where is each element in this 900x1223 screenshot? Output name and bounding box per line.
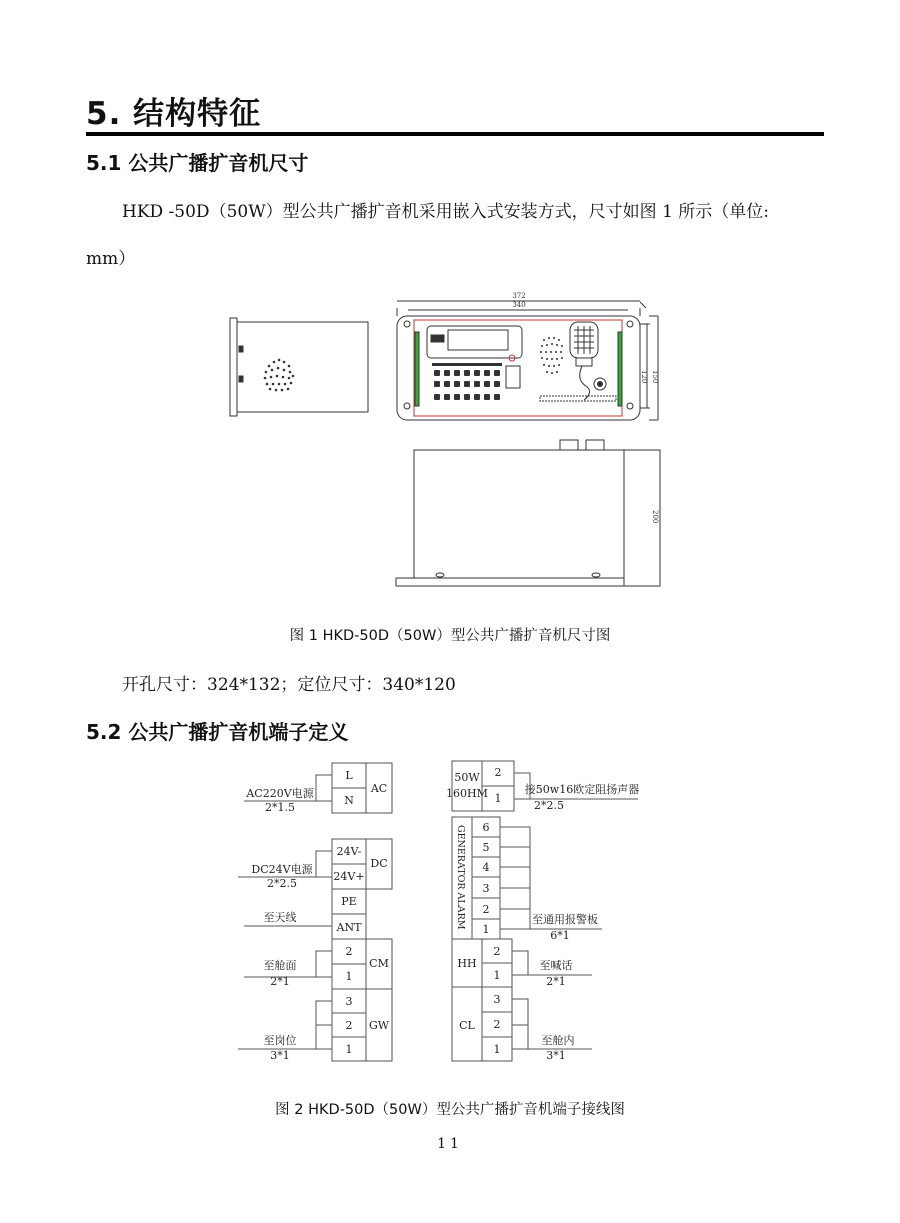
side-speaker-grille xyxy=(264,359,295,392)
spk-gauge: 2*2.5 xyxy=(534,799,564,812)
alarm-term-4: 4 xyxy=(482,861,490,874)
cl-gauge: 3*1 xyxy=(546,1049,566,1062)
cl-group-label: CL xyxy=(459,1019,475,1032)
hh-gauge: 2*1 xyxy=(546,975,566,988)
dim-200: 200 xyxy=(651,510,659,524)
dimension-drawing xyxy=(222,288,692,590)
hh-label: 至喊话 xyxy=(539,959,573,972)
hh-group-label: HH xyxy=(457,957,477,970)
side-view xyxy=(230,318,368,416)
ac-term-l: L xyxy=(345,769,353,782)
gw-term-3: 3 xyxy=(345,995,353,1008)
dc-label: DC24V电源 xyxy=(251,863,313,876)
cl-term-1: 1 xyxy=(493,1043,501,1056)
cm-term-1: 1 xyxy=(345,970,353,983)
alarm-label: 至通用报警板 xyxy=(532,913,598,926)
ac-gauge: 2*1.5 xyxy=(265,801,295,814)
ac-term-n: N xyxy=(344,794,354,807)
title-rule xyxy=(86,132,824,136)
alarm-term-2: 2 xyxy=(482,903,490,916)
figure1-caption: 图 1 HKD-50D（50W）型公共广播扩音机尺寸图 xyxy=(289,628,611,644)
gw-term-2: 2 xyxy=(345,1019,353,1032)
top-view xyxy=(396,440,660,586)
alarm-term-6: 6 xyxy=(482,821,490,834)
intro-paragraph-line1: HKD -50D（50W）型公共广播扩音机采用嵌入式安装方式，尺寸如图 1 所示（单位: xyxy=(122,202,770,222)
dim-372: 372 xyxy=(512,292,526,300)
dc-group-label: DC xyxy=(370,857,388,870)
spk-label: 接50w16欧定阻扬声器 xyxy=(524,783,640,796)
ac-group-label: AC xyxy=(370,782,388,795)
figure2-caption: 图 2 HKD-50D（50W）型公共广播扩音机端子接线图 xyxy=(275,1102,625,1118)
alarm-term-3: 3 xyxy=(482,882,490,895)
cm-group-label: CM xyxy=(369,957,389,970)
front-view xyxy=(397,301,658,420)
gw-term-1: 1 xyxy=(345,1043,353,1056)
cm-label: 至舱面 xyxy=(263,959,297,972)
gw-group-label: GW xyxy=(368,1019,390,1032)
cm-gauge: 2*1 xyxy=(270,975,290,988)
alarm-gauge: 6*1 xyxy=(550,929,570,942)
heading-5-1: 5.1 公共广播扩音机尺寸 xyxy=(86,151,309,175)
spk-term-2: 2 xyxy=(494,766,502,779)
ac-label: AC220V电源 xyxy=(246,787,314,800)
ant-label: 至天线 xyxy=(263,911,297,924)
dim-150: 150 xyxy=(651,370,659,384)
cl-term-3: 3 xyxy=(493,993,501,1006)
cl-term-2: 2 xyxy=(493,1018,501,1031)
alarm-group-label: GENERATOR ALARM xyxy=(455,825,466,930)
spk-term-1: 1 xyxy=(494,792,502,805)
front-speaker-grille xyxy=(540,337,563,374)
dc-gauge: 2*2.5 xyxy=(267,877,297,890)
alarm-term-5: 5 xyxy=(482,841,490,854)
cm-term-2: 2 xyxy=(345,945,353,958)
spk-group-label-power: 50W xyxy=(454,771,480,784)
section-title: 5. 结构特征 xyxy=(86,96,262,132)
hole-dimensions: 开孔尺寸：324*132；定位尺寸：340*120 xyxy=(122,675,456,695)
spk-group-label-ohm: 160HM xyxy=(446,787,488,800)
cl-label: 至舱内 xyxy=(541,1034,575,1047)
hh-term-2: 2 xyxy=(493,945,501,958)
dc-term-pos: 24V+ xyxy=(333,870,365,883)
dc-term-neg: 24V- xyxy=(336,845,362,858)
page-number: 11 xyxy=(437,1136,463,1152)
terminal-diagram xyxy=(230,755,650,1067)
heading-5-2: 5.2 公共广播扩音机端子定义 xyxy=(86,720,349,744)
dim-120: 120 xyxy=(640,370,648,384)
hh-term-1: 1 xyxy=(493,969,501,982)
ant-term: ANT xyxy=(336,921,362,934)
gw-gauge: 3*1 xyxy=(270,1049,290,1062)
alarm-term-1: 1 xyxy=(482,923,490,936)
dim-340: 340 xyxy=(512,301,526,309)
pe-term: PE xyxy=(341,895,357,908)
intro-paragraph-line2: mm） xyxy=(86,249,136,269)
gw-label: 至岗位 xyxy=(263,1034,297,1047)
